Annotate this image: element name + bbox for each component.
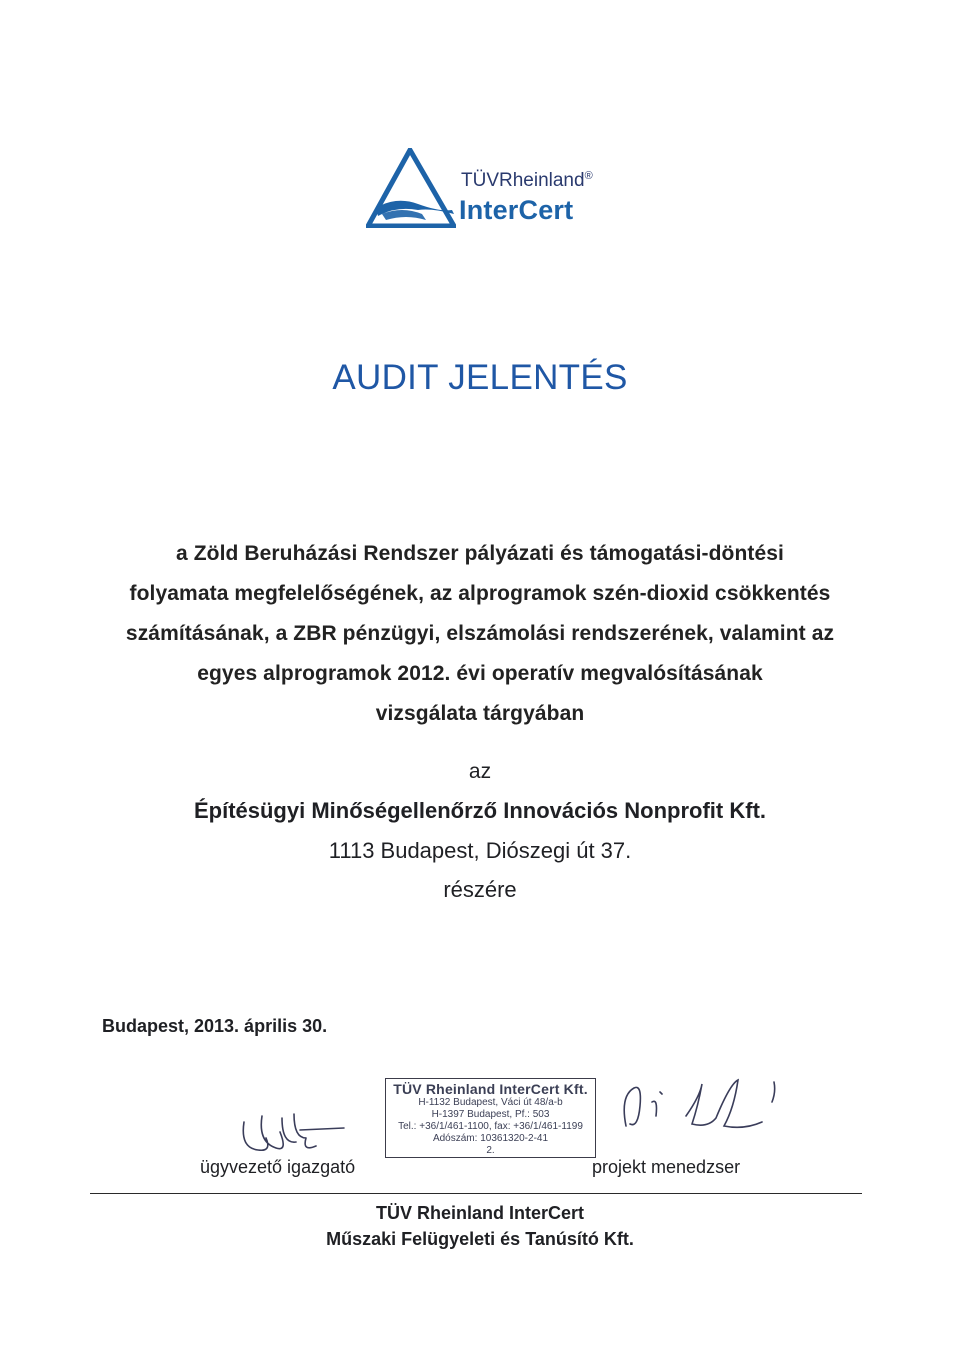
footer-divider (90, 1193, 862, 1194)
stamp-line: 2. (486, 1145, 495, 1156)
subject-line: számításának, a ZBR pénzügyi, elszámolási rendszerének, valamint az (125, 622, 835, 645)
company-stamp (385, 1078, 596, 1158)
signatory-role-left: ügyvezető igazgató (200, 1157, 356, 1177)
recipient-address: 1113 Budapest, Diószegi út 37. (328, 838, 632, 863)
tuv-triangle-logo-icon (366, 148, 456, 228)
signature-left-icon (236, 1108, 346, 1158)
recipient-organization: Építésügyi Minőségellenőrző Innovációs Nonprofit Kft. (193, 798, 767, 823)
recipient-suffix: részére (443, 877, 517, 902)
subject-line: egyes alprogramok 2012. évi operatív megvalósításának (197, 662, 763, 685)
footer-company-line2: Műszaki Felügyeleti és Tanúsító Kft. (326, 1229, 634, 1249)
subject-line: vizsgálata tárgyában (375, 702, 585, 725)
registered-mark: ® (584, 170, 593, 182)
subject-line: a Zöld Beruházási Rendszer pályázati és támogatási-döntési (176, 542, 784, 565)
stamp-line: H-1132 Budapest, Váci út 48/a-b (418, 1097, 563, 1108)
logo-brand-line1: TÜVRheinland® (461, 170, 593, 191)
document-title: AUDIT JELENTÉS (332, 358, 628, 397)
stamp-company-name: TÜV Rheinland InterCert Kft. (393, 1081, 588, 1097)
stamp-line: Adószám: 10361320-2-41 (432, 1133, 549, 1144)
footer-company-line1: TÜV Rheinland InterCert (375, 1203, 585, 1223)
subject-line: folyamata megfelelőségének, az alprogramok szén-dioxid csökkentés (129, 582, 831, 605)
signature-right-icon (612, 1076, 782, 1136)
signatory-role-right: projekt menedzser (592, 1157, 741, 1177)
place-date: Budapest, 2013. április 30. (102, 1016, 328, 1036)
logo-brand-line2: InterCert (459, 195, 574, 225)
recipient-connector: az (468, 760, 492, 783)
stamp-line: Tel.: +36/1/461-1100, fax: +36/1/461-1199 (398, 1121, 583, 1132)
stamp-line: H-1397 Budapest, Pf.: 503 (431, 1109, 550, 1120)
